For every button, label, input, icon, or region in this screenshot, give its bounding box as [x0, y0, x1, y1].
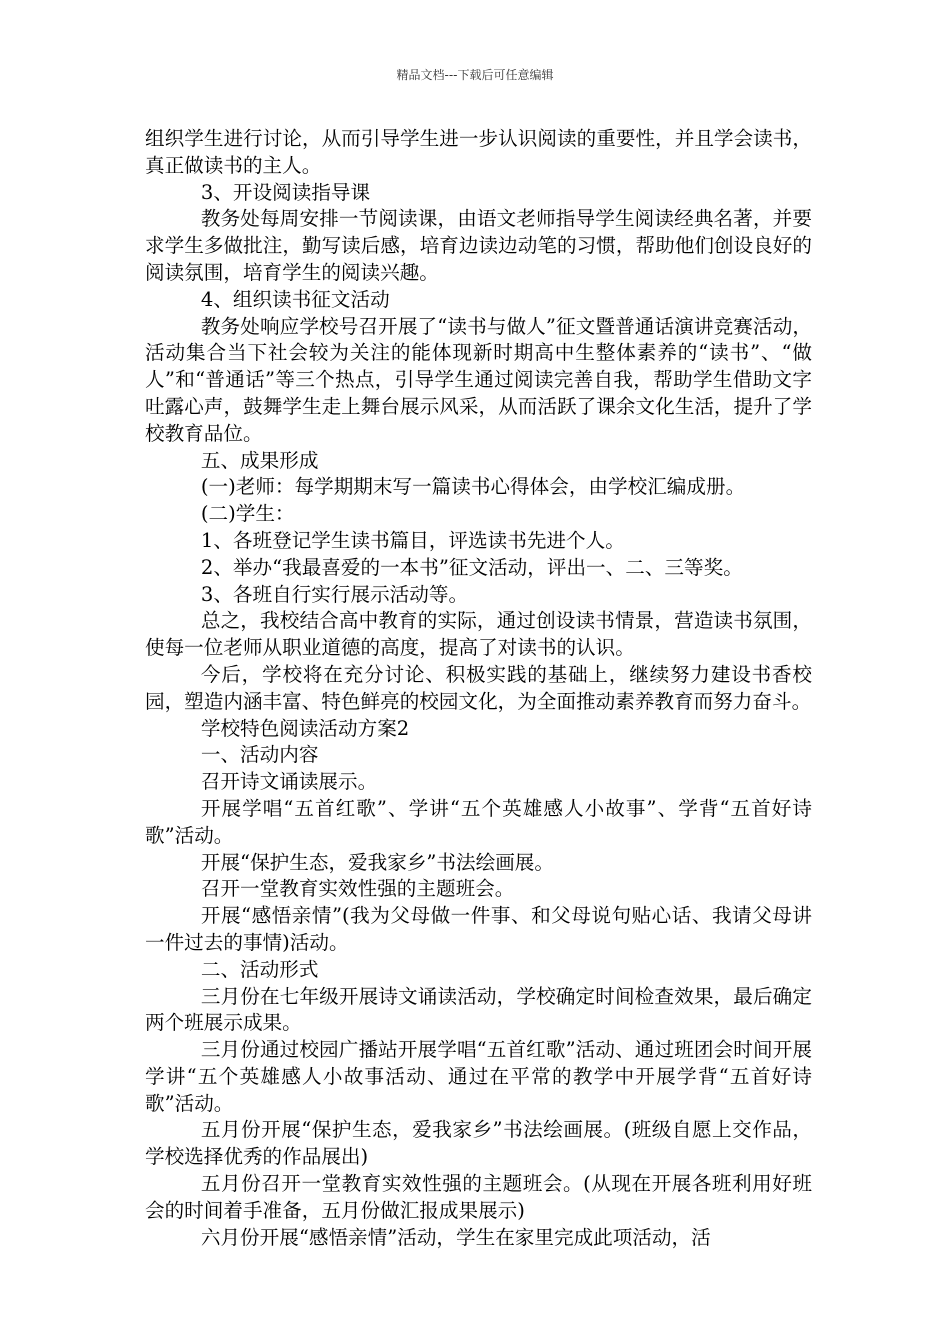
- paragraph: 教务处响应学校号召开展了“读书与做人”征文暨普通话演讲竞赛活动，活动集合当下社会较为关注的能体现新时期高中生整体素养的“读书”、“做人”和“普通话”等三个热点，引导学生通过阅读完善自我，帮助学生借助文字吐露心声，鼓舞学生走上舞台展示风采，从而活跃了课余文化生活，提升了学校教育品位。: [145, 314, 812, 445]
- paragraph: 召开一堂教育实效性强的主题班会。: [200, 877, 515, 901]
- list-item: (二)学生：: [200, 502, 295, 526]
- paragraph: 今后，学校将在充分讨论、积极实践的基础上，继续努力建设书香校园，塑造内涵丰富、特色鲜亮的校园文化，为全面推动素养教育而努力奋斗。: [145, 662, 812, 713]
- document-subtitle: 学校特色阅读活动方案2: [200, 716, 410, 740]
- paragraph: 五月份召开一堂教育实效性强的主题班会。(从现在开展各班利用好班会的时间着手准备，五月份做汇报成果展示): [145, 1172, 812, 1222]
- document-body: [145, 126, 812, 1251]
- paragraph: 开展“保护生态，爱我家乡”书法绘画展。: [200, 850, 554, 874]
- paragraph: 组织学生进行讨论，从而引导学生进一步认识阅读的重要性，并且学会读书，真正做读书的主人。: [145, 127, 812, 177]
- paragraph: 三月份通过校园广播站开展学唱“五首红歌”活动、通过班团会时间开展学讲“五个英雄感人小故事活动、通过在平常的教学中开展学背“五首好诗歌”活动。: [145, 1038, 812, 1115]
- paragraph: 召开诗文诵读展示。: [200, 770, 378, 794]
- paragraph: 教务处每周安排一节阅读课，由语文老师指导学生阅读经典名著，并要求学生多做批注，勤写读后感，培育边读边动笔的习惯，帮助他们创设良好的阅读氛围，培育学生的阅读兴趣。: [145, 207, 812, 284]
- paragraph: 五月份开展“保护生态，爱我家乡”书法绘画展。(班级自愿上交作品，学校选择优秀的作品展出): [145, 1118, 812, 1169]
- section-heading: 一、活动内容: [200, 743, 319, 767]
- section-heading: 4、组织读书征文活动: [200, 287, 390, 311]
- list-item: (一)老师：每学期期末写一篇读书心得体会，由学校汇编成册。: [200, 475, 746, 499]
- paragraph: 总之，我校结合高中教育的实际，通过创设读书情景，营造读书氛围，使每一位老师从职业道德的高度，提高了对读书的认识。: [145, 609, 812, 660]
- list-item: 3、各班自行实行展示活动等。: [200, 582, 469, 606]
- section-heading: 五、成果形成: [200, 448, 319, 472]
- paragraph: 开展“感悟亲情”(我为父母做一件事、和父母说句贴心话、我请父母讲一件过去的事情)活动。: [145, 904, 812, 954]
- paragraph: 三月份在七年级开展诗文诵读活动，学校确定时间检查效果，最后确定两个班展示成果。: [145, 984, 812, 1035]
- list-item: 1、各班登记学生读书篇目，评选读书先进个人。: [200, 528, 625, 552]
- paragraph: 六月份开展“感悟亲情”活动，学生在家里完成此项活动，活: [200, 1225, 711, 1249]
- paragraph: 开展学唱“五首红歌”、学讲“五个英雄感人小故事”、学背“五首好诗歌”活动。: [145, 796, 812, 847]
- section-heading: 3、开设阅读指导课: [200, 180, 371, 204]
- section-heading: 二、活动形式: [200, 957, 319, 981]
- page-header: 精品文档---下载后可任意编辑: [396, 68, 554, 82]
- list-item: 2、举办“我最喜爱的一本书”征文活动，评出一、二、三等奖。: [200, 555, 743, 579]
